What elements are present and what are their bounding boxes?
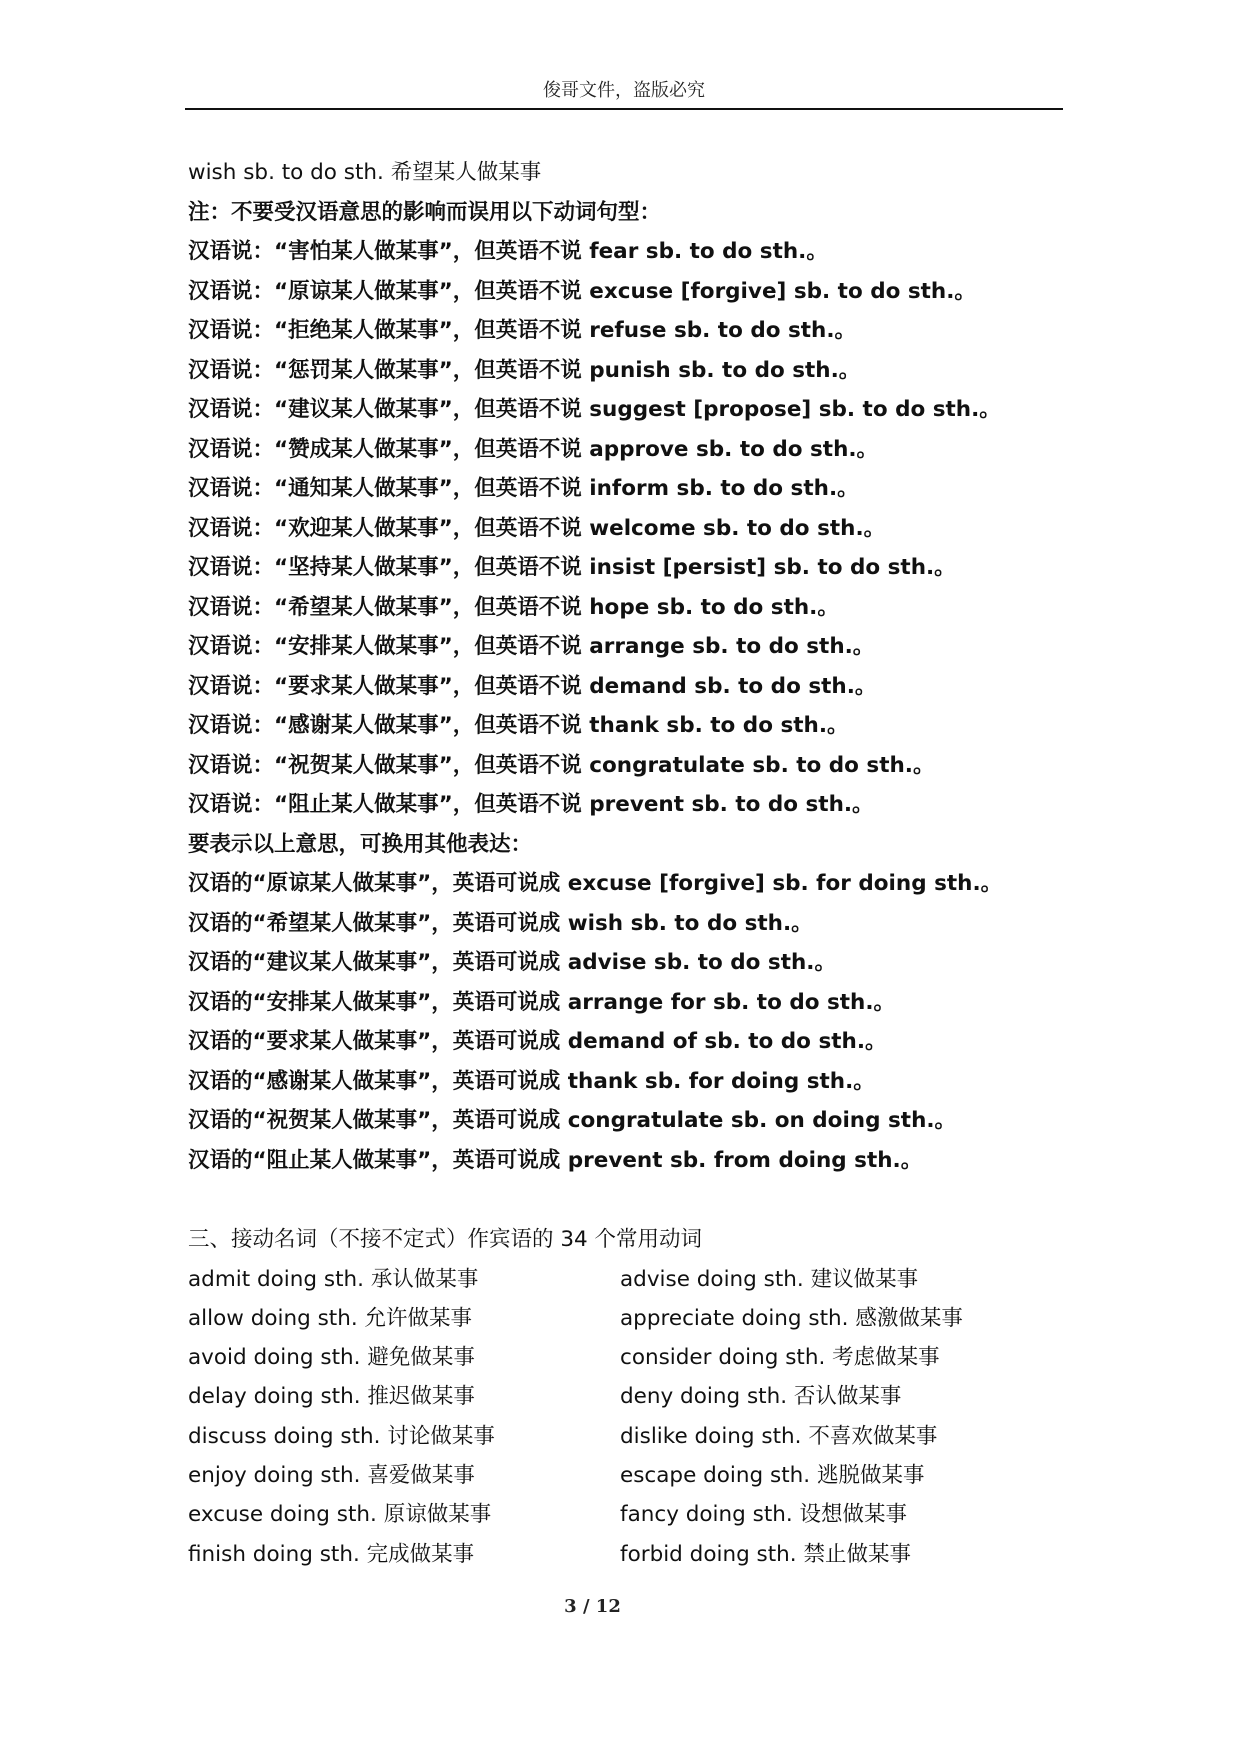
gerund-verb-left: enjoy doing sth. 喜爱做某事 (188, 1462, 475, 1488)
wrong-pattern-item: 汉语说：“祝贺某人做某事”，但英语不说 congratulate sb. to do sth.。 (188, 752, 935, 778)
alternatives-title: 要表示以上意思，可换用其他表达： (188, 831, 533, 857)
paragraph-spacer (188, 1180, 1088, 1220)
wrong-pattern-item: 汉语说：“建议某人做某事”，但英语不说 suggest [propose] sb. to do sth.。 (188, 397, 1001, 422)
gerund-verb-left: delay doing sth. 推迟做某事 (188, 1384, 475, 1410)
wrong-pattern-item: 汉语说：“拒绝某人做某事”，但英语不说 refuse sb. to do sth.。 (188, 318, 857, 343)
alternative-item: 汉语的“原谅某人做某事”，英语可说成 excuse [forgive] sb. for doing sth.。 (188, 871, 1003, 896)
alternative-item: 汉语的“感谢某人做某事”，英语可说成 thank sb. for doing sth.。 (188, 1068, 875, 1094)
wrong-pattern-item: 汉语说：“原谅某人做某事”，但英语不说 excuse [forgive] sb. to do sth.。 (188, 278, 976, 304)
page-header: 俊哥文件，盗版必究 (543, 80, 705, 101)
gerund-verb-right: deny doing sth. 否认做某事 (620, 1384, 902, 1410)
section-3-title: 三、接动名词（不接不定式）作宾语的 34 个常用动词 (188, 1227, 703, 1252)
note-title: 注：不要受汉语意思的影响而误用以下动词句型： (188, 199, 662, 225)
wrong-pattern-item: 汉语说：“坚持某人做某事”，但英语不说 insist [persist] sb. to do sth.。 (188, 555, 956, 580)
gerund-verb-left: finish doing sth. 完成做某事 (188, 1541, 475, 1567)
alternative-item: 汉语的“安排某人做某事”，英语可说成 arrange for sb. to do sth.。 (188, 989, 896, 1015)
intro-line: wish sb. to do sth. 希望某人做某事 (188, 160, 542, 185)
wrong-pattern-item: 汉语说：“害怕某人做某事”，但英语不说 fear sb. to do sth.。 (188, 239, 828, 264)
gerund-verb-left: admit doing sth. 承认做某事 (188, 1266, 479, 1292)
document-body (188, 153, 1088, 1574)
wrong-pattern-item: 汉语说：“感谢某人做某事”，但英语不说 thank sb. to do sth.。 (188, 713, 849, 738)
gerund-verb-right: escape doing sth. 逃脱做某事 (620, 1462, 925, 1488)
alternative-item: 汉语的“要求某人做某事”，英语可说成 demand of sb. to do sth.。 (188, 1029, 887, 1054)
wrong-pattern-item: 汉语说：“欢迎某人做某事”，但英语不说 welcome sb. to do sth.。 (188, 515, 886, 541)
alternative-item: 汉语的“希望某人做某事”，英语可说成 wish sb. to do sth.。 (188, 910, 813, 936)
wrong-pattern-item: 汉语说：“通知某人做某事”，但英语不说 inform sb. to do sth.。 (188, 476, 859, 501)
gerund-verb-table (188, 1260, 1088, 1574)
gerund-verb-right: forbid doing sth. 禁止做某事 (620, 1541, 911, 1567)
gerund-verb-right: advise doing sth. 建议做某事 (620, 1266, 919, 1292)
wrong-pattern-item: 汉语说：“赞成某人做某事”，但英语不说 approve sb. to do sth.。 (188, 436, 879, 462)
alternatives-list (188, 864, 1088, 1180)
wrong-pattern-item: 汉语说：“惩罚某人做某事”，但英语不说 punish sb. to do sth.。 (188, 357, 861, 383)
page-number: 3 / 12 (564, 1596, 621, 1617)
gerund-verb-left: avoid doing sth. 避免做某事 (188, 1345, 475, 1371)
gerund-verb-left: excuse doing sth. 原谅做某事 (188, 1502, 492, 1528)
gerund-verb-left: allow doing sth. 允许做某事 (188, 1305, 473, 1331)
gerund-verb-left: discuss doing sth. 讨论做某事 (188, 1423, 495, 1449)
wrong-pattern-item: 汉语说：“安排某人做某事”，但英语不说 arrange sb. to do sth.。 (188, 634, 875, 659)
wrong-pattern-item: 汉语说：“阻止某人做某事”，但英语不说 prevent sb. to do sth.。 (188, 792, 874, 817)
wrong-pattern-item: 汉语说：“要求某人做某事”，但英语不说 demand sb. to do sth.。 (188, 673, 877, 699)
alternative-item: 汉语的“祝贺某人做某事”，英语可说成 congratulate sb. on doing sth.。 (188, 1108, 957, 1133)
gerund-verb-right: dislike doing sth. 不喜欢做某事 (620, 1423, 938, 1449)
wrong-pattern-list (188, 232, 1088, 825)
alternative-item: 汉语的“建议某人做某事”，英语可说成 advise sb. to do sth.。 (188, 950, 836, 975)
gerund-verb-right: fancy doing sth. 设想做某事 (620, 1502, 908, 1528)
wrong-pattern-item: 汉语说：“希望某人做某事”，但英语不说 hope sb. to do sth.。 (188, 594, 839, 620)
gerund-verb-right: consider doing sth. 考虑做某事 (620, 1345, 940, 1371)
alternative-item: 汉语的“阻止某人做某事”，英语可说成 prevent sb. from doing sth.。 (188, 1147, 923, 1173)
header-divider (185, 108, 1063, 110)
gerund-verb-right: appreciate doing sth. 感激做某事 (620, 1305, 963, 1331)
